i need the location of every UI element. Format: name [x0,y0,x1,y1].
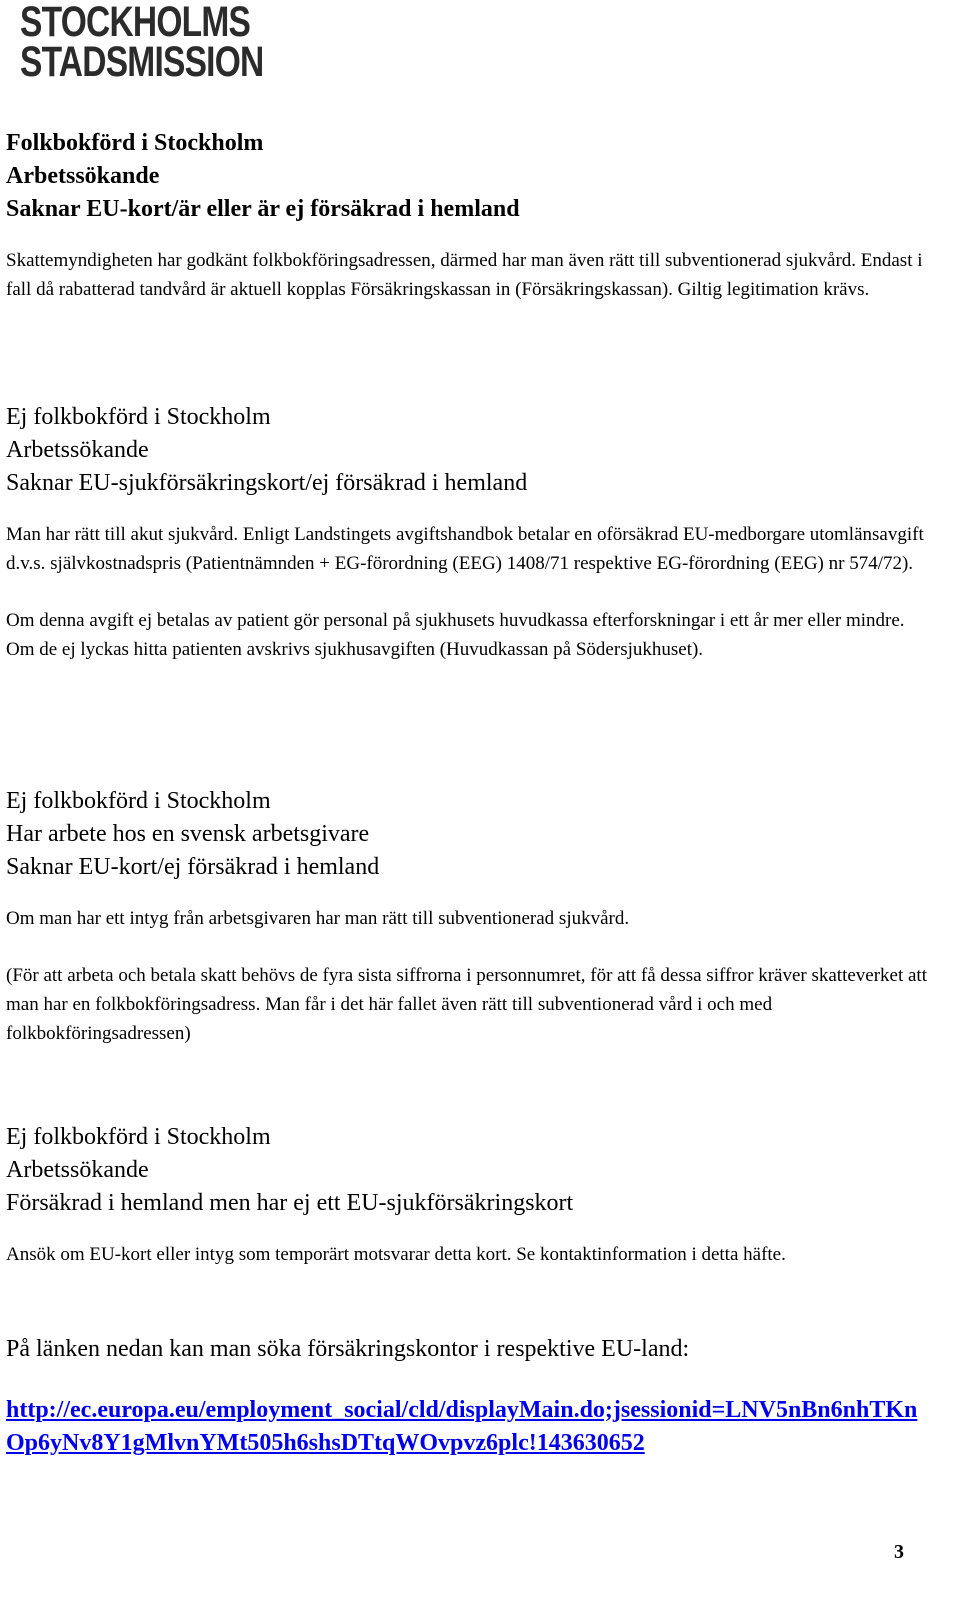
section-body [6,520,936,664]
logo [20,0,264,86]
section-subheading: Saknar EU-kort/är eller är ej försäkrad i hemland [6,196,520,222]
section-subheading: Försäkrad i hemland men har ej ett EU-sjukförsäkringskort [6,1190,574,1216]
page-number: 3 [894,1541,904,1563]
section-subheading: Saknar EU-kort/ej försäkrad i hemland [6,854,380,880]
logo-line-2: STADSMISSION [20,38,264,86]
section-ej-folkbokford-forsakrad [6,1121,936,1269]
paragraph: Om man har ett intyg från arbetsgivaren har man rätt till subventionerad sjukvård. [6,908,630,929]
paragraph: Ansök om EU-kort eller intyg som temporärt motsvarar detta kort. Se kontaktinformation i detta häfte. [6,1244,786,1265]
paragraph: Man har rätt till akut sjukvård. Enligt Landstingets avgiftshandbok betalar en oförsäkrad EU-medborgare utomlänsavgift d.v.s. självkostnadspris (Patientnämnden + EG-förordning (EEG) 1408/71 respektive EG-förordning (EEG) nr 574/72). [6,524,924,574]
section-ej-folkbokford-arbetssokande [6,401,936,664]
section-heading: Ej folkbokförd i Stockholm [6,1124,271,1150]
section-subheading: Arbetssökande [6,1157,149,1183]
link-intro: På länken nedan kan man söka försäkringskontor i respektive EU-land: [6,1336,690,1362]
section-subheading: Arbetssökande [6,163,160,189]
section-subheading: Har arbete hos en svensk arbetsgivare [6,821,370,847]
section-body [6,1240,936,1269]
section-subheading: Saknar EU-sjukförsäkringskort/ej försäkrad i hemland [6,470,528,496]
section-heading: Ej folkbokförd i Stockholm [6,404,271,430]
section-subheading: Arbetssökande [6,437,149,463]
paragraph: Skattemyndigheten har godkänt folkbokföringsadressen, därmed har man även rätt till subventionerad sjukvård. Endast i fall då rabatterad tandvård är aktuell kopplas Försäkringskassan in (Försäkringskassan). Giltig legitimation krävs. [6,250,923,300]
link-section [6,1334,936,1460]
section-body [6,246,936,304]
eu-insurance-link[interactable]: http://ec.europa.eu/employment_social/cld/displayMain.do;jsessionid=LNV5nBn6nhTKnOp6yNv8Y1gMlvnYMt505h6shsDTtqWOvpvz6plc!143630652 [6,1397,918,1456]
logo-line-1: STOCKHOLMS [20,0,251,46]
paragraph: (För att arbeta och betala skatt behövs de fyra sista siffrorna i personnumret, för att få dessa siffror kräver skatteverket att man har en folkbokföringsadress. Man får i det här fallet även rätt till subventionerad vård i och med folkbokföringsadressen) [6,965,927,1044]
section-folkbokford [6,127,936,304]
section-heading: Folkbokförd i Stockholm [6,130,264,156]
section-heading: Ej folkbokförd i Stockholm [6,788,271,814]
paragraph: Om denna avgift ej betalas av patient gör personal på sjukhusets huvudkassa efterforskningar i ett år mer eller mindre. Om de ej lyckas hitta patienten avskrivs sjukhusavgiften (Huvudkassan på Södersjukhuset). [6,610,905,660]
section-body [6,904,936,1048]
section-ej-folkbokford-arbete [6,785,936,1048]
